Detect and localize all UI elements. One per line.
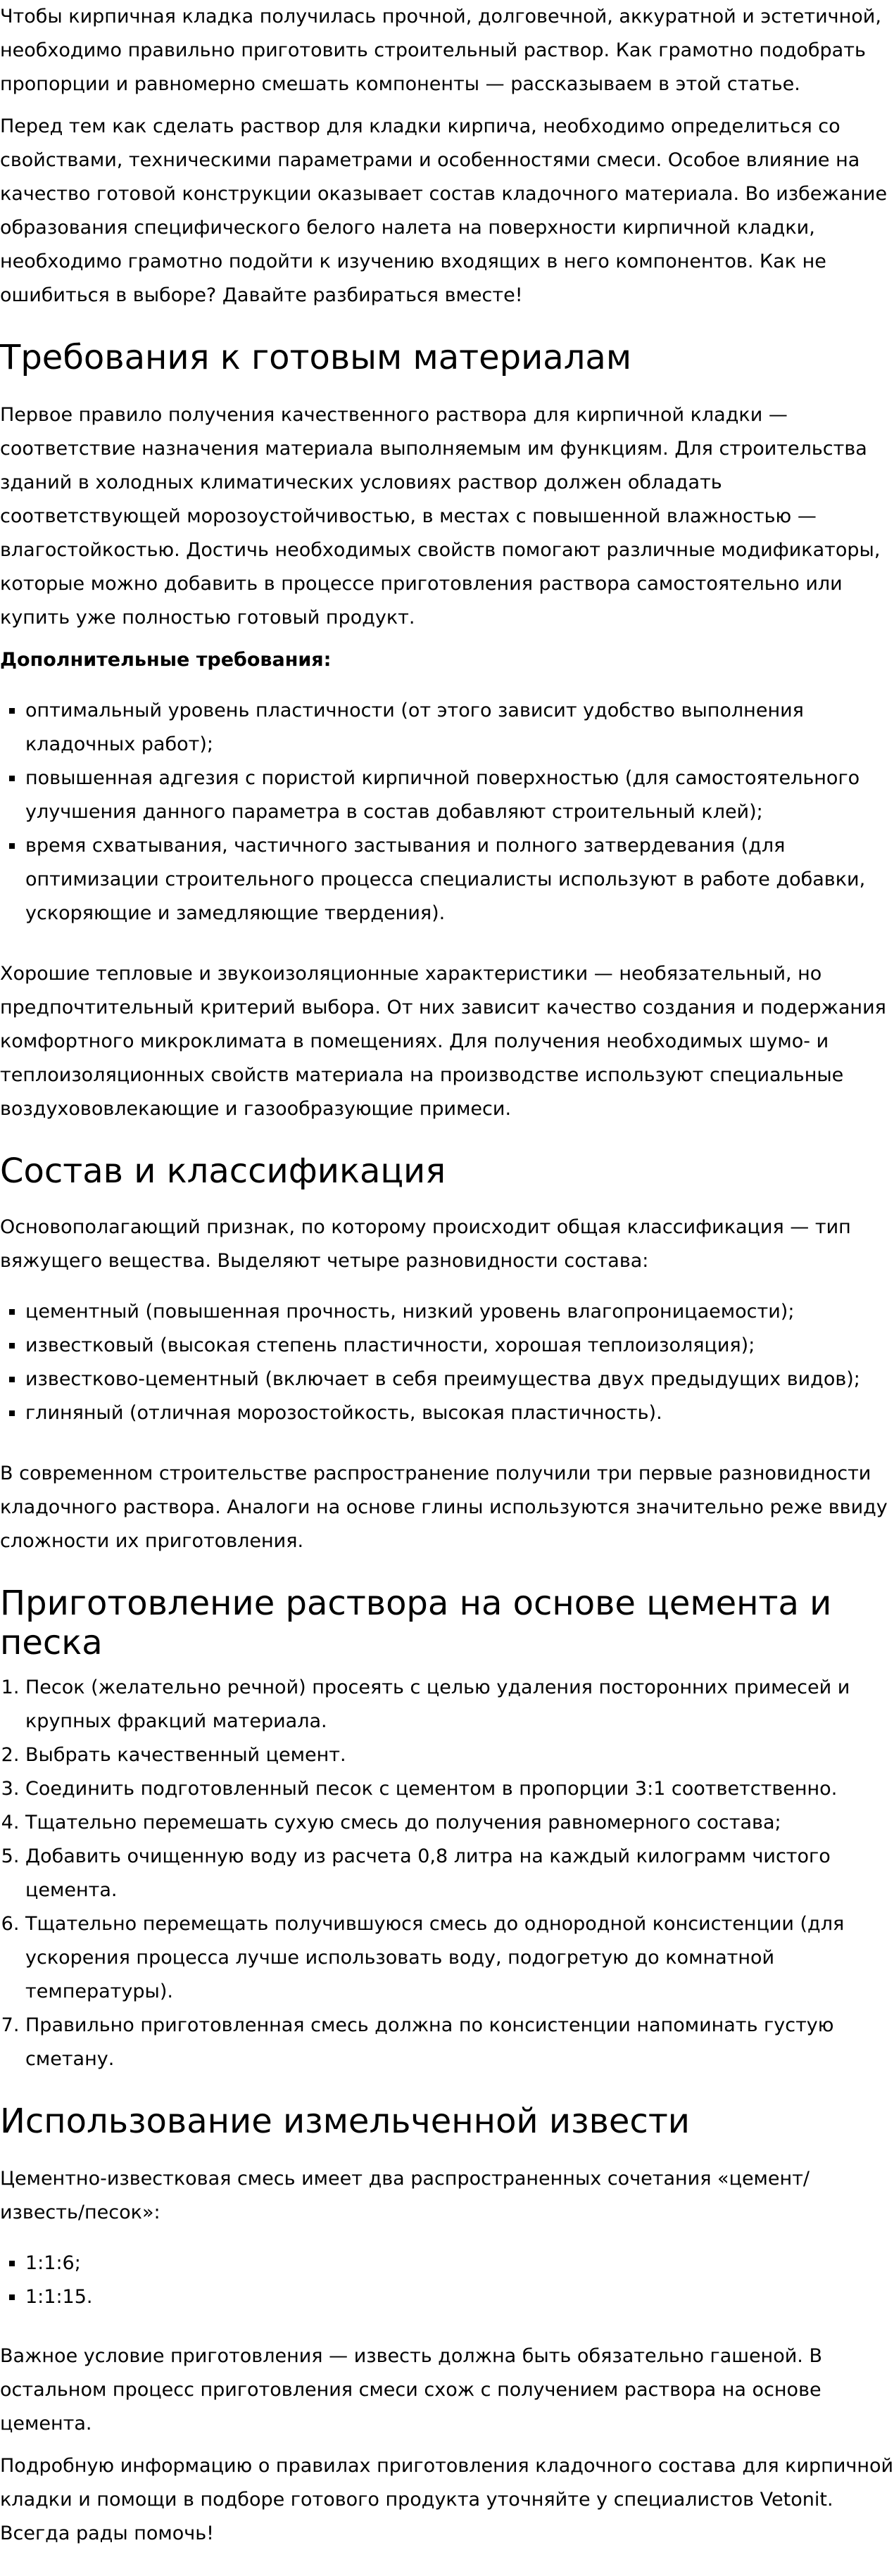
step-item: 5. Добавить очищенную воду из расчета 0,8 литра на каждый килограмм чистого цемента. — [25, 1840, 894, 1907]
requirements-list — [0, 694, 894, 930]
section-heading: Использование измельченной извести — [0, 2102, 690, 2141]
paragraph: Важное условие приготовления — известь должна быть обязательно гашеной. В остальном процесс приготовления смеси схож с получением раствора на основе цемента. — [0, 2345, 822, 2435]
list-item: ▪ 1:1:15. — [25, 2280, 894, 2314]
step-item: 4. Тщательно перемешать сухую смесь до получения равномерного состава; — [25, 1806, 894, 1840]
paragraph: Хорошие тепловые и звукоизоляционные характеристики — необязательный, но предпочтительный критерий выбора. От них зависит качество создания и подержания комфортного микроклимата в помещениях. Для получения необходимых шумо- и теплоизоляционных свойств материала на производстве используют специальные воздухововлекающие и газообразующие примеси. — [0, 963, 886, 1120]
list-item: ▪ оптимальный уровень пластичности (от этого зависит удобство выполнения кладочных работ); — [25, 694, 894, 762]
intro-paragraph: Чтобы кирпичная кладка получилась прочной, долговечной, аккуратной и эстетичной, необходимо правильно приготовить строительный раствор. Как грамотно подобрать пропорции и равномерно смешать компоненты — рассказываем в этой статье. — [0, 6, 881, 95]
step-item: 3. Соединить подготовленный песок с цементом в пропорции 3:1 соответственно. — [25, 1772, 894, 1806]
list-item: ▪ 1:1:6; — [25, 2247, 894, 2280]
steps-list — [0, 1671, 894, 2076]
composition-list — [0, 1295, 894, 1430]
ratio-list — [0, 2247, 894, 2314]
subheading — [0, 643, 894, 677]
list-item: ▪ известково-цементный (включает в себя преимущества двух предыдущих видов); — [25, 1363, 894, 1396]
list-item: ▪ повышенная адгезия с пористой кирпичной поверхностью (для самостоятельного улучшения данного параметра в состав добавляют строительный клей); — [25, 762, 894, 829]
list-item: ▪ цементный (повышенная прочность, низкий уровень влагопроницаемости); — [25, 1295, 894, 1329]
paragraph: В современном строительстве распространение получили три первые разновидности кладочного раствора. Аналоги на основе глины используются значительно реже ввиду сложности их приготовления. — [0, 1463, 888, 1552]
step-item: 7. Правильно приготовленная смесь должна по консистенции напоминать густую сметану. — [25, 2009, 894, 2076]
list-item: ▪ время схватывания, частичного застывания и полного затвердевания (для оптимизации строительного процесса специалисты используют в работе добавки, ускоряющие и замедляющие твердения). — [25, 829, 894, 930]
step-item: 6. Тщательно перемещать получившуюся смесь до однородной консистенции (для ускорения процесса лучше использовать воду, подогретую до комнатной температуры). — [25, 1907, 894, 2009]
section-heading: Требования к готовым материалам — [0, 338, 632, 377]
paragraph: Цементно-известковая смесь имеет два распространенных сочетания «цемент/известь/песок»: — [0, 2168, 810, 2223]
section-heading: Состав и классификация — [0, 1151, 446, 1191]
list-item: ▪ глиняный (отличная морозостойкость, высокая пластичность). — [25, 1396, 894, 1430]
subheading-text: Дополнительные требования: — [0, 649, 332, 671]
paragraph: Подробную информацию о правилах приготовления кладочного состава для кирпичной кладки и помощи в подборе готового продукта уточняйте у специалистов Vetonit. Всегда рады помочь! — [0, 2455, 894, 2544]
step-item: 2. Выбрать качественный цемент. — [25, 1738, 894, 1772]
paragraph: Первое правило получения качественного раствора для кирпичной кладки — соответствие назначения материала выполняемым им функциям. Для строительства зданий в холодных климатических условиях раствор должен обладать соответствующей морозоустойчивостью, в местах с повышенной влажностью — влагостойкостью. Достичь необходимых свойств помогают различные модификаторы, которые можно добавить в процессе приготовления раствора самостоятельно или купить уже полностью готовый продукт. — [0, 404, 881, 629]
paragraph: Основополагающий признак, по которому происходит общая классификация — тип вяжущего вещества. Выделяют четыре разновидности состава: — [0, 1216, 851, 1272]
intro-paragraph: Перед тем как сделать раствор для кладки кирпича, необходимо определиться со свойствами, техническими параметрами и особенностями смеси. Особое влияние на качество готовой конструкции оказывает состав кладочного материала. Во избежание образования специфического белого налета на поверхности кирпичной кладки, необходимо грамотно подойти к изучению входящих в него компонентов. Как не ошибиться в выборе? Давайте разбираться вместе! — [0, 115, 888, 306]
list-item: ▪ известковый (высокая степень пластичности, хорошая теплоизоляция); — [25, 1329, 894, 1363]
step-item: 1. Песок (желательно речной) просеять с целью удаления посторонних примесей и крупных фракций материала. — [25, 1671, 894, 1738]
section-heading: Приготовление раствора на основе цемента и песка — [0, 1584, 832, 1662]
